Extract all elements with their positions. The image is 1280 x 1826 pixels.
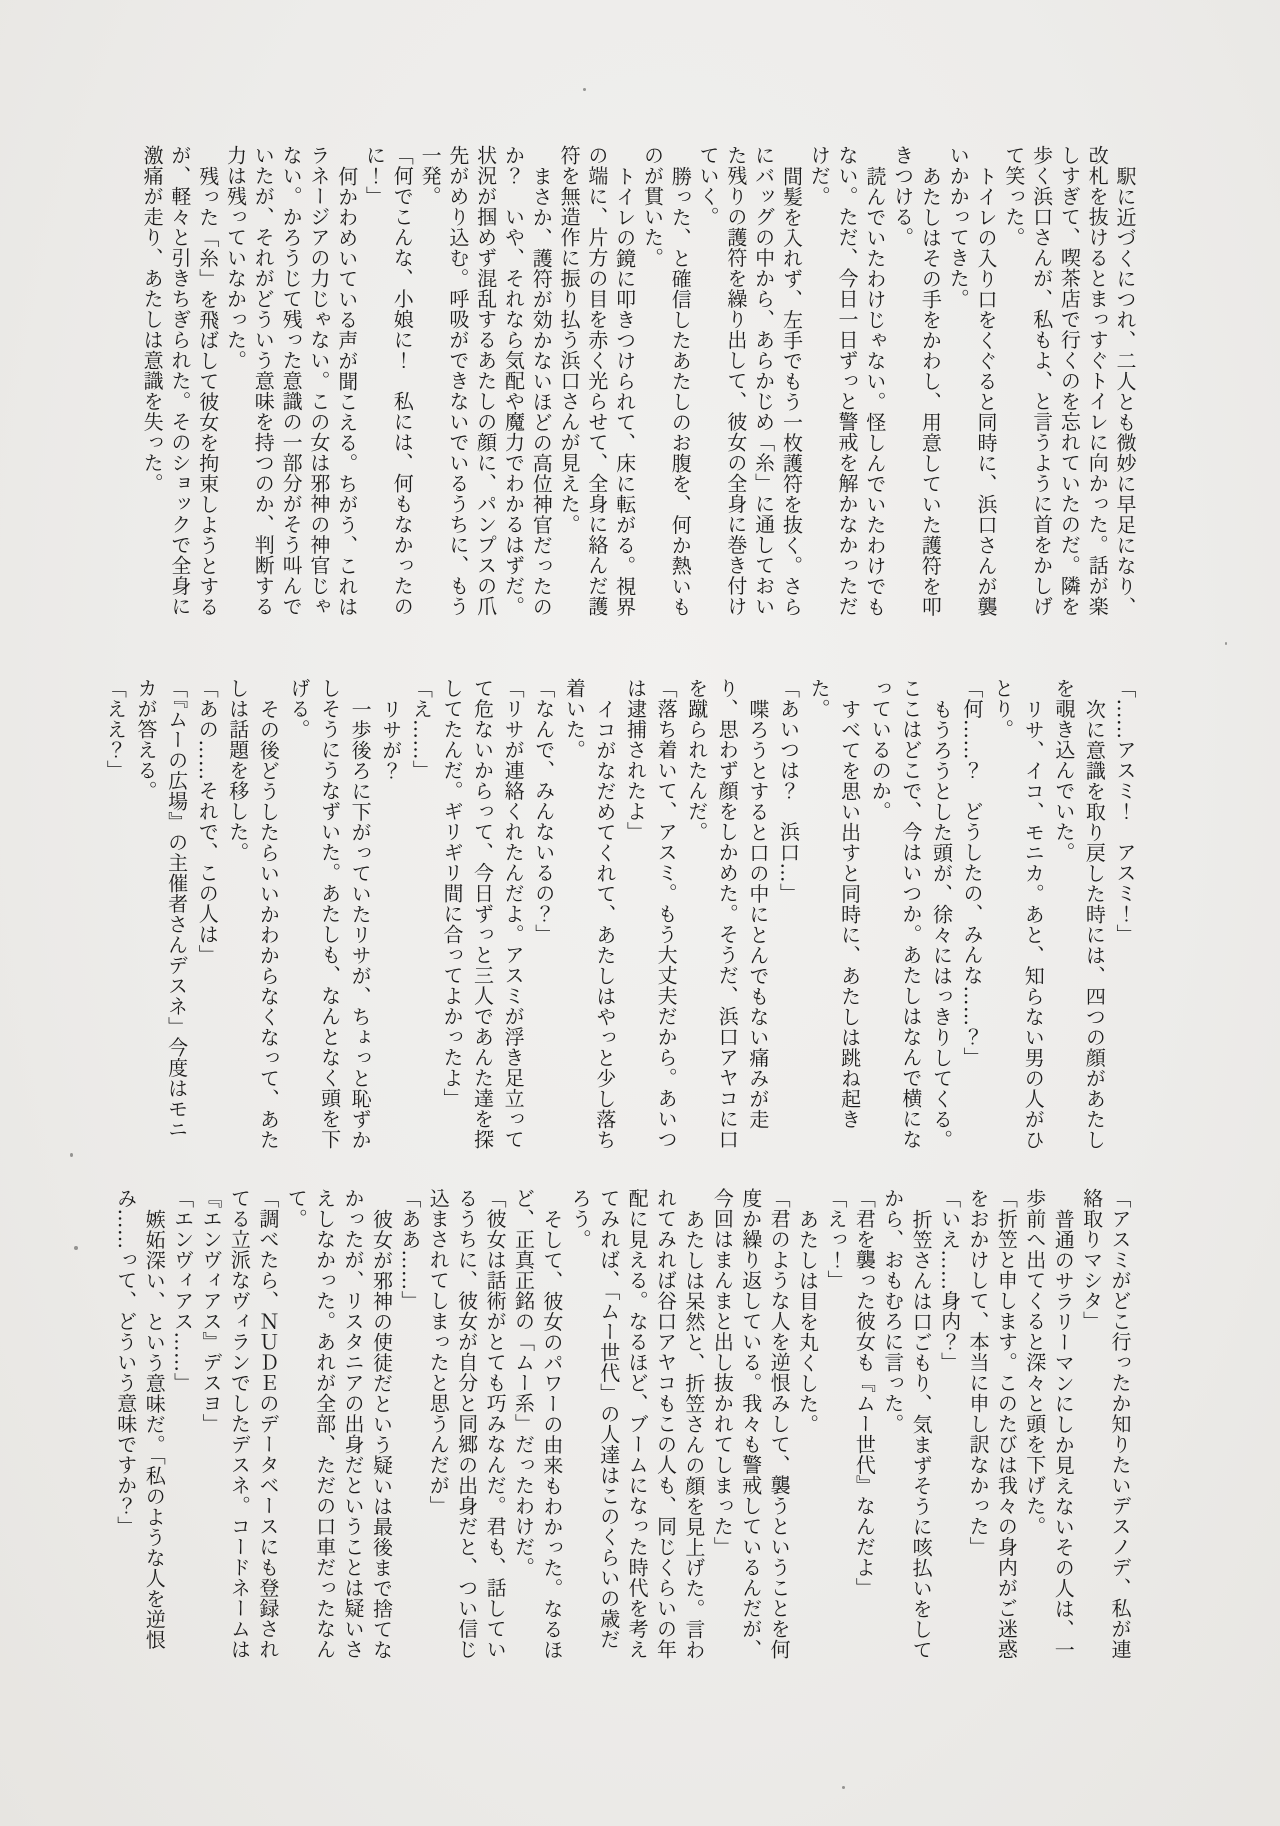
paragraph-dialogue: 「折笠と申します。このたびは我々の身内がご迷惑をおかけして、本当に申し訳なかった」 (965, 1188, 1019, 1660)
paragraph: トイレの入り口をくぐると同時に、浜口さんが襲いかかってきた。 (946, 145, 999, 617)
paragraph-dialogue: 「えっ！」 (823, 1188, 848, 1291)
paragraph-dialogue: 「君のような人を逆恨みして、襲うということを何度か繰り返している。我々も警戒しているんだが、今回はまんまと出し抜かれてしまった」 (710, 1188, 792, 1660)
paragraph-dialogue: 「リサが連絡くれたんだよ。アスミが浮き足立ってて危ないからって、今日ずっと三人であんた達を探してたんだ。ギリギリ間に合ってよかったよ」 (439, 678, 526, 1150)
paragraph: その後どうしたらいいかわからなくなって、あたしは話題を移した。 (225, 678, 281, 1150)
paragraph: あたしはその手をかわし、用意していた護符を叩きつける。 (890, 145, 943, 617)
paragraph: 彼女が邪神の使徒だという疑いは最後まで捨てなかったが、リスタニアの出身だということは疑いさえしなかった。あれが全部、ただの口車だったなんて。 (284, 1188, 394, 1660)
paragraph-dialogue: 「何……？ どうしたの、みんな……？」 (960, 678, 985, 1068)
paragraph: まさか、護符が効かないほどの高位神官だったのか？ いや、それなら気配や魔力でわかるはずだ。状況が掴めず混乱するあたしの顔に、パンプスの爪先がめり込む。呼吸ができないでいるうちに、もう一発。 (418, 145, 554, 617)
paragraph: すべてを思い出すと同時に、あたしは跳ね起きた。 (807, 678, 862, 1130)
paragraph-dialogue: 「え……」 (409, 678, 434, 781)
paragraph-dialogue: 「いえ……身内？」 (937, 1188, 962, 1373)
paragraph-dialogue: 「あいつは？ 浜口…」 (776, 678, 801, 904)
paragraph: あたしは呆然と、折笠さんの顔を見上げた。言われてみれば谷口アヤコもこの人も、同じくらいの年配に見える。なるほど、ブームになった時代を考えてみれば、「ムー世代」の人達はこのくらいの歳だろう。 (568, 1188, 706, 1660)
scan-speck (583, 88, 586, 91)
paragraph-dialogue: 「あの……それで、この人は」 (195, 678, 220, 965)
paragraph: イコがなだめてくれて、あたしはやっと少し落ち着いた。 (562, 678, 617, 1150)
paragraph: 何かわめいている声が聞こえる。ちがう、これはラネージアの力じゃない。この女は邪神の神官じゃない。かろうじて残った意識の一部分がそう叫んでいたが、それがどういう意味を持つのか、判断する力は残っていなかった。 (223, 145, 359, 617)
paragraph: トイレの鏡に叩きつけられて、床に転がる。視界の端に、片方の目を赤く光らせて、全身に絡んだ護符を無造作に振り払う浜口さんが見えた。 (557, 145, 637, 617)
paragraph-dialogue: 「君を襲った彼女も『ムー世代』なんだよ」 (852, 1188, 877, 1598)
paragraph-dialogue: 「落ち着いて、アスミ。もう大丈夫だから。あいつは逮捕されたよ」 (623, 678, 679, 1150)
paragraph: 喋ろうとすると口の中にとんでもない痛みが走り、思わず顔をしかめた。そうだ、浜口アヤコに口を蹴られたんだ。 (684, 678, 770, 1150)
paragraph: あたしは目を丸くした。 (795, 1209, 820, 1435)
paragraph-dialogue: 「……アスミ！ アスミ！」 (1113, 678, 1137, 945)
text-block-top (130, 145, 1138, 623)
scan-speck (842, 1786, 845, 1789)
paragraph: 嫉妬深い、という意味だ。「私のような人を逆恨み……って、どういう意味ですか？」 (113, 1188, 167, 1650)
paragraph: 駅に近づくにつれ、二人とも微妙に早足になり、改札を抜けるとまっすぐトイレに向かった。話が楽しすぎて、喫茶店で行くのを忘れていたのだ。隣を歩く浜口さんが、私もよ、と言うように首をかしげて笑った。 (1001, 145, 1137, 617)
scan-speck (74, 1246, 78, 1250)
scan-speck (1225, 642, 1227, 645)
paragraph-dialogue: 「何でこんな、小娘に！ 私には、何もなかったのに！」 (362, 145, 415, 617)
paragraph: 普通のサラリーマンにしか見えないその人は、一歩前へ出てくると深々と頭を下げた。 (1022, 1188, 1076, 1660)
paragraph-dialogue: 「彼女は話術がとても巧みなんだ。君も、話しているうちに、彼女が自分と同郷の出身だと、つい信じ込まされてしまったと思うんだが」 (426, 1188, 508, 1660)
paragraph: 折笠さんは口ごもり、気まずそうに咳払いをしてから、おもむろに言った。 (880, 1188, 934, 1660)
paragraph: もうろうとした頭が、徐々にはっきりしてくる。ここはどこで、今はいつか。あたしはなんで横になっているのか。 (868, 678, 954, 1150)
paragraph: リサ、イコ、モニカ。あと、知らない男の人がひとり。 (990, 678, 1046, 1150)
paragraph: 間髪を入れず、左手でもう一枚護符を抜く。さらにバッグの中から、あらかじめ「糸」に通しておいた残りの護符を繰り出して、彼女の全身に巻き付けていく。 (696, 145, 804, 617)
scan-speck (70, 1153, 73, 1157)
paragraph: 次に意識を取り戻した時には、四つの顔があたしを覗き込んでいた。 (1051, 678, 1107, 1150)
paragraph-dialogue: 「ああ……」 (397, 1188, 422, 1311)
paragraph: リサが？ (378, 699, 403, 781)
text-block-middle (103, 678, 1140, 1156)
paragraph: そして、彼女のパワーの由来もわかった。なるほど、正真正銘の「ムー系」だったわけだ。 (511, 1188, 564, 1660)
paragraph-dialogue: 「調べたら、ＮＵＤＥのデータベースにも登録されてる立派なヴィランでしたデスネ。コードネームは『エンヴィアス』デスヨ」 (199, 1188, 280, 1660)
paragraph-dialogue: 「アスミがどこ行ったか知りたいデスノデ、私が連絡取りマシタ」 (1079, 1188, 1132, 1660)
paragraph: 一歩後ろに下がっていたリサが、ちょっと恥ずかしそうにうなずいた。あたしも、なんとなく頭を下げる。 (286, 678, 373, 1150)
paragraph-dialogue: 「ええ？」 (103, 678, 128, 781)
paragraph: 残った「糸」を飛ばして彼女を拘束しようとするが、軽々と引きちぎられた。そのショックで全身に激痛が走り、あたしは意識を失った。 (140, 145, 220, 617)
paragraph: 読んでいたわけじゃない。怪しんでいたわけでもない。ただ、今日一日ずっと警戒を解かなかっただけだ。 (807, 145, 887, 617)
paragraph: 勝った、と確信したあたしのお腹を、何か熱いものが貫いた。 (640, 145, 693, 617)
text-block-bottom (113, 1188, 1134, 1666)
paragraph-dialogue: 「なんで、みんないるの？」 (531, 678, 556, 945)
paragraph-dialogue: 「エンヴィアス……」 (170, 1188, 195, 1393)
paragraph-dialogue: 「『ムーの広場』の主催者さんデスネ」今度はモニカが答える。 (134, 678, 189, 1140)
